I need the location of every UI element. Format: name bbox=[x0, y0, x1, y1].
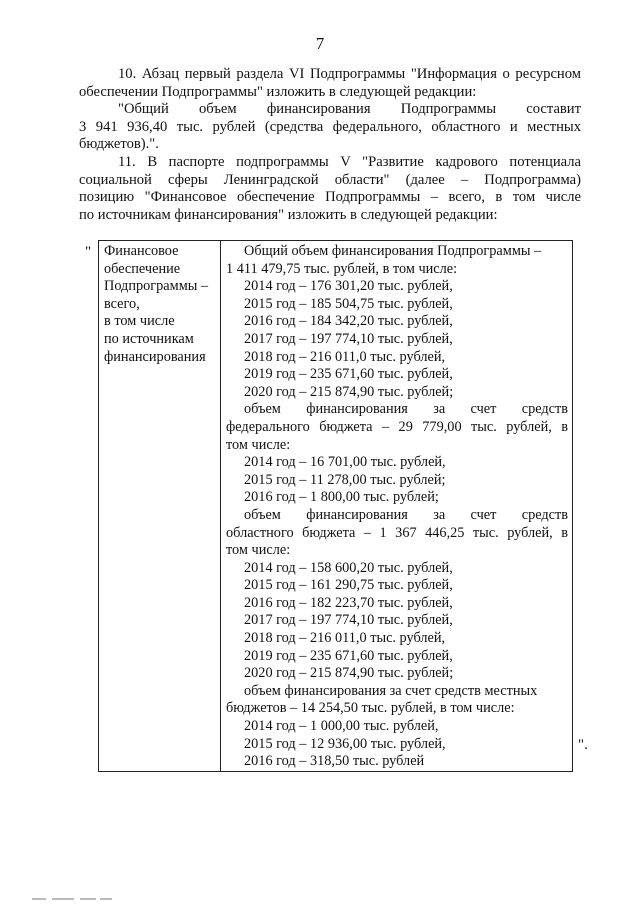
right-line: 2016 год – 318,50 тыс. рублей bbox=[244, 753, 425, 770]
right-line: 2015 год – 161 290,75 тыс. рублей, bbox=[244, 577, 453, 594]
right-line: областного бюджета – 1 367 446,25 тыс. рублей, в bbox=[226, 524, 568, 541]
right-line: 2014 год – 158 600,20 тыс. рублей, bbox=[244, 559, 453, 576]
left-line: Финансовое bbox=[104, 243, 179, 259]
right-line: 2018 год – 216 011,0 тыс. рублей, bbox=[244, 348, 446, 365]
right-line: 2015 год – 11 278,00 тыс. рублей; bbox=[244, 471, 446, 488]
right-line: 2016 год – 1 800,00 тыс. рублей; bbox=[244, 489, 439, 506]
left-cell bbox=[99, 241, 221, 772]
text-line: позицию "Финансовое обеспечение Подпрограммы – всего, в том числе bbox=[79, 189, 581, 205]
left-line: обеспечение bbox=[104, 260, 181, 277]
scan-speck bbox=[52, 898, 74, 900]
right-line: 1 411 479,75 тыс. рублей, в том числе: bbox=[226, 260, 458, 277]
table-row bbox=[99, 241, 573, 772]
page-number: 7 bbox=[315, 34, 325, 53]
right-line: 2020 год – 215 874,90 тыс. рублей; bbox=[244, 383, 454, 400]
paragraph-11 bbox=[79, 154, 581, 224]
right-line: 2016 год – 182 223,70 тыс. рублей, bbox=[244, 594, 453, 611]
scan-speck bbox=[100, 898, 112, 900]
left-line: финансирования bbox=[104, 348, 206, 365]
quote-open: " bbox=[85, 244, 92, 260]
right-line: 2014 год – 1 000,00 тыс. рублей, bbox=[244, 718, 439, 735]
right-line: том числе: bbox=[226, 542, 291, 559]
right-cell bbox=[221, 241, 573, 772]
right-line: 2017 год – 197 774,10 тыс. рублей, bbox=[244, 330, 453, 347]
left-line: в том числе bbox=[104, 313, 175, 330]
text-line: 10. Абзац первый раздела VI Подпрограммы "Информация о ресурсном bbox=[118, 66, 581, 82]
right-line: объем финансирования за счет средств bbox=[244, 506, 568, 523]
text-line: бюджетов).". bbox=[79, 136, 159, 152]
right-line: 2020 год – 215 874,90 тыс. рублей; bbox=[244, 665, 454, 682]
text-line: по источникам финансирования" изложить в следующей редакции: bbox=[79, 206, 498, 223]
right-line: объем финансирования за счет средств bbox=[244, 401, 568, 418]
right-line: бюджетов – 14 254,50 тыс. рублей, в том числе: bbox=[226, 700, 515, 717]
right-line: 2015 год – 185 504,75 тыс. рублей, bbox=[244, 295, 453, 312]
quote-close: ". bbox=[578, 737, 588, 753]
text-line: социальной сферы Ленинградской области" (далее – Подпрограмма) bbox=[79, 171, 581, 188]
right-line: Общий объем финансирования Подпрограммы – bbox=[244, 243, 542, 259]
right-line: 2018 год – 216 011,0 тыс. рублей, bbox=[244, 630, 446, 647]
right-line: 2014 год – 176 301,20 тыс. рублей, bbox=[244, 278, 453, 295]
financing-table bbox=[98, 240, 573, 772]
right-line: 2016 год – 184 342,20 тыс. рублей, bbox=[244, 313, 453, 330]
right-line: 2019 год – 235 671,60 тыс. рублей, bbox=[244, 647, 453, 664]
right-line: федерального бюджета – 29 779,00 тыс. рублей, в bbox=[226, 418, 568, 435]
text-line: "Общий объем финансирования Подпрограммы составит bbox=[118, 101, 581, 117]
text-line: 11. В паспорте подпрограммы V "Развитие кадрового потенциала bbox=[118, 154, 581, 170]
left-line: всего, bbox=[104, 295, 140, 312]
scan-speck bbox=[80, 898, 96, 900]
right-line: 2017 год – 197 774,10 тыс. рублей, bbox=[244, 612, 453, 629]
left-line: Подпрограммы – bbox=[104, 278, 209, 295]
text-line: обеспечении Подпрограммы" изложить в следующей редакции: bbox=[79, 83, 477, 100]
right-line: том числе: bbox=[226, 436, 291, 453]
scan-speck bbox=[32, 898, 46, 900]
right-line: объем финансирования за счет средств местных bbox=[244, 682, 538, 699]
right-line: 2015 год – 12 936,00 тыс. рублей, bbox=[244, 735, 446, 752]
left-line: по источникам bbox=[104, 330, 194, 347]
right-line: 2014 год – 16 701,00 тыс. рублей, bbox=[244, 454, 446, 471]
text-line: 3 941 936,40 тыс. рублей (средства федерального, областного и местных bbox=[79, 118, 581, 135]
paragraph-10 bbox=[79, 66, 581, 154]
right-line: 2019 год – 235 671,60 тыс. рублей, bbox=[244, 366, 453, 383]
